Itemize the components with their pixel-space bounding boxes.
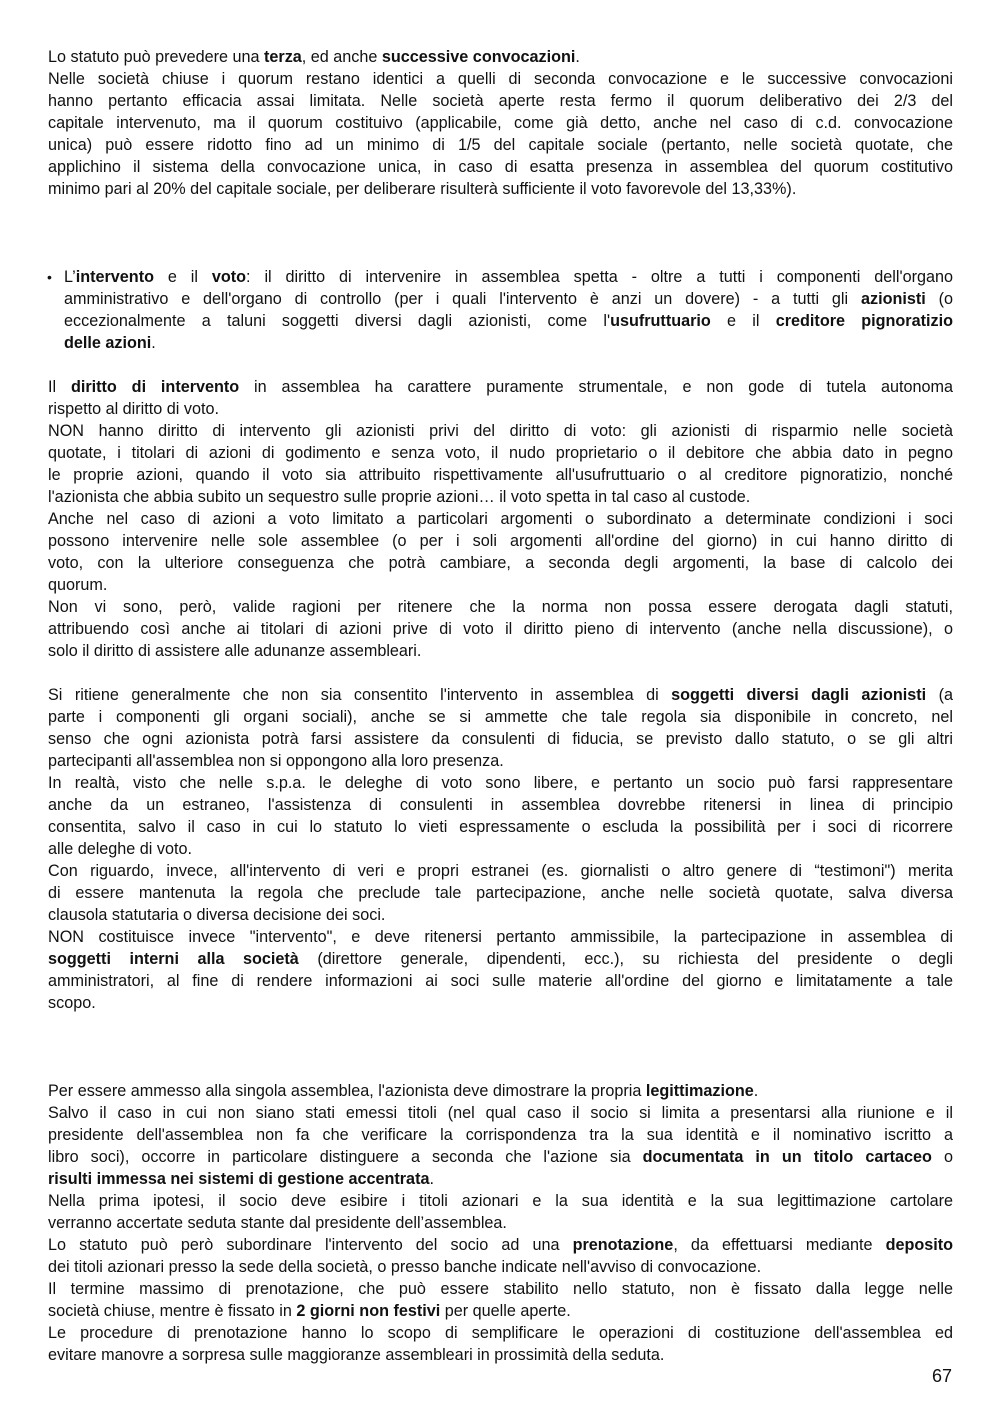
text-run: quorum.	[48, 576, 108, 594]
text-run: Lo statuto può però subordinare l'intervento del socio ad una	[48, 1236, 573, 1254]
text-run: Anche nel caso di azioni a voto limitato a particolari argomenti o subordinato a determinate condizioni i soci	[48, 510, 953, 528]
bold-text: legittimazione	[645, 1082, 754, 1100]
bold-text: voto	[211, 268, 247, 286]
text-run: .	[429, 1170, 434, 1188]
text-line	[48, 1190, 953, 1212]
text-line	[48, 816, 953, 838]
paragraph	[48, 684, 953, 772]
text-run: capitale intervenuto, ma il quorum costituivo (applicabile, come già detto, anche nel caso di c.d. convocazione	[48, 114, 953, 132]
text-run: amministratori, al fine di rendere informazioni ai soci sulle materie all'ordine del giorno e limitatamente a tale	[48, 972, 953, 990]
text-run: presidente dell'assemblea non fa che verificare la corrispondenza tra la sua identità e il nominativo iscritto a	[48, 1126, 953, 1144]
text-line	[48, 1146, 953, 1168]
text-run: Nella prima ipotesi, il socio deve esibire i titoli azionari e la sua identità e la sua legittimazione cartolare	[48, 1192, 953, 1210]
text-line	[48, 706, 953, 728]
paragraph	[48, 508, 953, 596]
text-line	[48, 948, 953, 970]
text-line	[48, 310, 953, 332]
text-run: l'azionista che abbia subito un sequestro sulle proprie azioni… il voto spetta in tal caso al custode.	[48, 488, 751, 506]
text-line	[48, 1344, 953, 1366]
paragraph	[48, 376, 953, 420]
page-number: 67	[931, 1366, 952, 1386]
text-line	[48, 1300, 953, 1322]
text-run: .	[151, 334, 156, 352]
text-run: partecipanti all'assemblea non si oppongono alla loro presenza.	[48, 752, 504, 770]
text-line	[48, 508, 953, 530]
text-run: consentita, salvo il caso in cui lo statuto lo vieti espressamente o escluda la possibilità per i soci di ricorrere	[48, 818, 953, 836]
paragraph-spacer	[48, 200, 953, 266]
text-run: .	[753, 1082, 759, 1100]
text-run: amministrativo e dell'organo di controllo (per i quali l'intervento è anzi un dovere) - a tutti gli	[64, 290, 861, 308]
text-run: clausola statutaria o diversa decisione dei soci.	[48, 906, 386, 924]
text-line	[48, 1080, 953, 1102]
text-run: le proprie azioni, quando il voto sia attribuito rispettivamente all'usufruttuario o al creditore pignoratizio, nonché	[48, 466, 953, 484]
text-run: solo il diritto di assistere alle adunanze assembleari.	[48, 642, 422, 660]
text-run: libro soci), occorre in particolare distinguere a seconda che l'azione sia	[48, 1148, 643, 1166]
text-run: In realtà, visto che nelle s.p.a. le deleghe di voto sono libere, e pertanto un socio può farsi rappresentare	[48, 774, 953, 792]
bold-text: azionisti	[860, 290, 926, 308]
text-line	[48, 618, 953, 640]
text-run: senso che ogni azionista potrà farsi assistere da consulenti di fiducia, se previsto dallo statuto, o se gli altri	[48, 730, 953, 748]
text-run: , da effettuarsi mediante	[673, 1236, 886, 1254]
text-line	[48, 1234, 953, 1256]
text-run: applichino il sistema della convocazione unica, in caso di esatta presenza in assemblea del quorum costitutivo	[48, 158, 953, 176]
paragraph	[48, 1234, 953, 1278]
text-line	[48, 640, 953, 662]
text-line	[48, 68, 953, 90]
text-run: .	[575, 48, 580, 66]
text-run: dei titoli azionari presso la sede della società, o presso banche indicate nell'avviso di convocazione.	[48, 1258, 762, 1276]
text-run: Il	[48, 378, 71, 396]
text-line	[48, 860, 953, 882]
paragraph	[48, 772, 953, 860]
text-run: Con riguardo, invece, all'intervento di veri e propri estranei (es. giornalisti o altro genere di “testimoni") merita	[48, 862, 953, 880]
text-line	[48, 1124, 953, 1146]
text-line	[48, 420, 953, 442]
text-run: quotate, i titolari di azioni di godimento e senza voto, il nudo proprietario o il debitore che abbia dato in pegno	[48, 444, 953, 462]
text-line	[48, 970, 953, 992]
text-run: attribuendo così anche ai titolari di azioni prive di voto il diritto pieno di intervento (anche nella discussione), o	[48, 620, 953, 638]
text-run: : il diritto di intervenire in assemblea spetta - oltre a tutti i componenti dell'organo	[246, 268, 953, 286]
text-run: e il	[153, 268, 212, 286]
paragraph	[48, 68, 953, 200]
bold-text: risulti immessa nei sistemi di gestione accentrata	[48, 1170, 430, 1188]
text-run: e il	[710, 312, 776, 330]
bold-text: soggetti interni alla società	[48, 950, 299, 968]
text-run: anche da un estraneo, l'assistenza di consulenti in assemblea dovrebbe ritenersi in linea di principio	[48, 796, 953, 814]
text-run: NON costituisce invece "intervento", e deve ritenersi pertanto ammissibile, la partecipazione in assemblea di	[48, 928, 953, 946]
text-line	[48, 1212, 953, 1234]
text-line	[48, 112, 953, 134]
text-line	[48, 574, 953, 596]
bold-text: documentata in un titolo cartaceo	[642, 1148, 932, 1166]
text-run: voto, con la ulteriore conseguenza che potrà cambiare, a seconda degli argomenti, la base di calcolo dei	[48, 554, 953, 572]
text-line	[48, 794, 953, 816]
text-run: unica) può essere ridotto fino ad un minimo di 1/5 del capitale sociale (pertanto, nelle società quotate, che	[48, 136, 953, 154]
text-run: (o	[925, 290, 953, 308]
text-line	[48, 750, 953, 772]
text-run: Lo statuto può prevedere una	[48, 48, 264, 66]
text-line	[48, 442, 953, 464]
text-line	[48, 1278, 953, 1300]
text-line	[48, 552, 953, 574]
paragraph	[48, 46, 953, 68]
text-run: possono intervenire nelle sole assemblee (o per i soli argomenti all'ordine del giorno) in cui hanno diritto di	[48, 532, 953, 550]
text-line	[48, 288, 953, 310]
text-run: Si ritiene generalmente che non sia consentito l'intervento in assemblea di	[48, 686, 672, 704]
text-run: Nelle società chiuse i quorum restano identici a quelli di seconda convocazione e le successive convocazioni	[48, 70, 953, 88]
bold-text: deposito	[885, 1236, 954, 1254]
text-line	[48, 464, 953, 486]
text-line	[48, 882, 953, 904]
text-line	[48, 398, 953, 420]
text-run: verranno accertate seduta stante dal presidente dell’assemblea.	[48, 1214, 507, 1232]
bold-text: usufruttuario	[610, 312, 711, 330]
text-line	[48, 178, 953, 200]
paragraph	[48, 1190, 953, 1234]
text-line	[48, 332, 953, 354]
text-line	[48, 46, 953, 68]
paragraph	[48, 1322, 953, 1366]
text-run: NON hanno diritto di intervento gli azionisti privi del diritto di voto: gli azionisti di risparmio nelle società	[48, 422, 953, 440]
text-run: parte i componenti gli organi sociali), anche se si ammette che tale regola sia disponibile in concreto, nel	[48, 708, 953, 726]
text-line	[48, 772, 953, 794]
text-line	[48, 728, 953, 750]
document-body	[48, 46, 953, 1366]
text-run: (direttore generale, dipendenti, ecc.), su richiesta del presidente o degli	[298, 950, 953, 968]
text-line	[48, 904, 953, 926]
paragraph	[48, 1102, 953, 1190]
paragraph-spacer	[48, 662, 953, 684]
text-run: per quelle aperte.	[440, 1302, 571, 1320]
text-run: o	[931, 1148, 953, 1166]
paragraph-spacer	[48, 1014, 953, 1080]
text-run: minimo pari al 20% del capitale sociale, per deliberare risulterà sufficiente il voto favorevole del 13,33%).	[48, 180, 797, 198]
text-line	[48, 134, 953, 156]
text-line	[48, 596, 953, 618]
text-line	[48, 1322, 953, 1344]
text-run: (a	[926, 686, 953, 704]
text-line	[48, 1102, 953, 1124]
text-line	[48, 90, 953, 112]
paragraph	[48, 860, 953, 926]
paragraph	[48, 1080, 953, 1102]
text-run: eccezionalmente a taluni soggetti diversi dagli azionisti, come l'	[64, 312, 611, 330]
text-run: alle deleghe di voto.	[48, 840, 192, 858]
paragraph	[48, 926, 953, 1014]
bold-text: soggetti diversi dagli azionisti	[671, 686, 927, 704]
paragraph	[48, 596, 953, 662]
text-run: Per essere ammesso alla singola assemblea, l'azionista deve dimostrare la propria	[48, 1082, 646, 1100]
text-line	[48, 530, 953, 552]
text-line	[48, 1256, 953, 1278]
paragraph-spacer	[48, 354, 953, 376]
text-line	[48, 1168, 953, 1190]
bold-text: intervento	[75, 268, 154, 286]
text-line	[48, 266, 953, 288]
text-run: rispetto al diritto di voto.	[48, 400, 219, 418]
bold-text: delle azioni	[64, 334, 152, 352]
text-line	[48, 156, 953, 178]
text-line	[48, 926, 953, 948]
text-run: evitare manovre a sorpresa sulle maggioranze assembleari in prossimità della seduta.	[48, 1346, 665, 1364]
bold-text: terza	[264, 48, 302, 66]
bold-text: diritto di intervento	[70, 378, 240, 396]
text-run: Salvo il caso in cui non siano stati emessi titoli (nel qual caso il socio si limita a presentarsi alla riunione e il	[48, 1104, 953, 1122]
text-line	[48, 992, 953, 1014]
text-run: società chiuse, mentre è fissato in	[48, 1302, 297, 1320]
text-run: di essere mantenuta la regola che preclude tale partecipazione, anche nelle società quotate, salva diversa	[48, 884, 953, 902]
text-run: L’	[64, 268, 76, 286]
text-line	[48, 486, 953, 508]
bold-text: successive convocazioni	[381, 48, 576, 66]
text-run: Il termine massimo di prenotazione, che può essere stabilito nello statuto, non è fissato dalla legge nelle	[48, 1280, 953, 1298]
text-line	[48, 684, 953, 706]
bold-text: prenotazione	[572, 1236, 674, 1254]
bold-text: creditore pignoratizio	[775, 312, 953, 330]
text-run: scopo.	[48, 994, 96, 1012]
text-run: in assemblea ha carattere puramente strumentale, e non gode di tutela autonoma	[239, 378, 954, 396]
bullet-item	[48, 266, 953, 354]
text-run: , ed anche	[301, 48, 382, 66]
bold-text: 2 giorni non festivi	[296, 1302, 441, 1320]
text-run: Le procedure di prenotazione hanno lo scopo di semplificare le operazioni di costituzione dell'assemblea ed	[48, 1324, 953, 1342]
paragraph	[48, 1278, 953, 1322]
paragraph	[48, 420, 953, 508]
text-run: hanno pertanto efficacia assai limitata. Nelle società aperte resta fermo il quorum deliberativo dei 2/3 del	[48, 92, 953, 110]
text-line	[48, 376, 953, 398]
text-run: Non vi sono, però, valide ragioni per ritenere che la norma non possa essere derogata dagli statuti,	[48, 598, 953, 616]
text-line	[48, 838, 953, 860]
bullet-marker: •	[47, 269, 52, 285]
